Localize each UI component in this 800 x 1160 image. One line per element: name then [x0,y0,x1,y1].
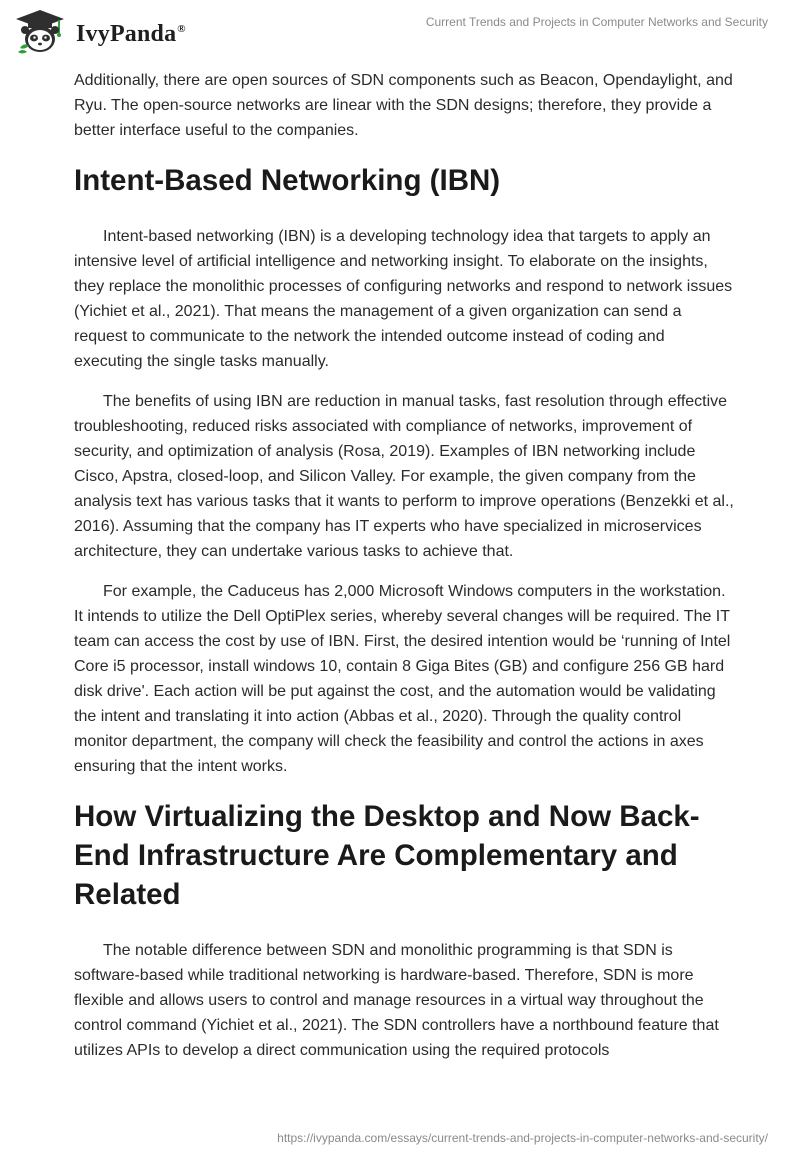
brand-name: IvyPanda® [76,20,186,47]
paragraph-ibn-definition: Intent-based networking (IBN) is a developing technology idea that targets to apply an intensive level of artificial intelligence and networking insight. To elaborate on the insights, they replace the monolithic processes of configuring networks and respond to network issues (Yichiet et al., 2021). That means the management of a given organization can send a request to communicate to the network the intended outcome instead of coding and executing the single tasks manually. [74,228,733,370]
heading-intent-based-networking: Intent-Based Networking (IBN) [74,164,501,197]
running-title: Current Trends and Projects in Computer Networks and Security [425,15,768,29]
source-url-link[interactable]: https://ivypanda.com/essays/current-trends-and-projects-in-computer-networks-and-security/ [277,1131,768,1145]
paragraph-sdn-vs-monolithic: The notable difference between SDN and monolithic programming is that SDN is software-based while traditional networking is hardware-based. Therefore, SDN is more flexible and allows users to control and manage resources in a virtual way throughout the control command (Yichiet et al., 2021). The SDN controllers have a northbound feature that utilizes APIs to develop a direct communication using the required protocols [74,942,719,1059]
panda-graduate-icon [14,8,66,56]
paragraph-ibn-example: For example, the Caduceus has 2,000 Microsoft Windows computers in the workstation. It intends to utilize the Dell OptiPlex series, whereby several changes will be required. The IT team can access the cost by use of IBN. First, the desired intention would be ‘running of Intel Core i5 processor, install windows 10, contain 8 Giga Bites (GB) and configure 256 GB hard disk drive'. Each action will be put against the cost, and the automation would be validating the intent and translating it into action (Abbas et al., 2020). Through the quality control monitor department, the company will check the feasibility and control the actions in axes ensuring that the intent works. [74,583,731,775]
paragraph-intro: Additionally, there are open sources of SDN components such as Beacon, Opendaylight, and Ryu. The open-source networks are linear with the SDN designs; therefore, they provide a better interface useful to the companies. [74,72,733,139]
heading-virtualizing-desktop: How Virtualizing the Desktop and Now Back-End Infrastructure Are Complementary and Related [74,800,700,911]
brand-logo[interactable] [14,8,186,56]
brand-registered-mark: ® [177,22,186,35]
page-header [0,0,800,62]
essay-content [74,68,734,1078]
paragraph-ibn-benefits: The benefits of using IBN are reduction in manual tasks, fast resolution through effective troubleshooting, reduced risks associated with compliance of networks, improvement of security, and optimization of analysis (Rosa, 2019). Examples of IBN networking include Cisco, Apstra, closed-loop, and Silicon Valley. For example, the given company from the analysis text has various tasks that it wants to perform to improve operations (Benzekki et al., 2016). Assuming that the company has IT experts who have specialized in microservices architecture, they can undertake various tasks to achieve that. [74,393,734,560]
